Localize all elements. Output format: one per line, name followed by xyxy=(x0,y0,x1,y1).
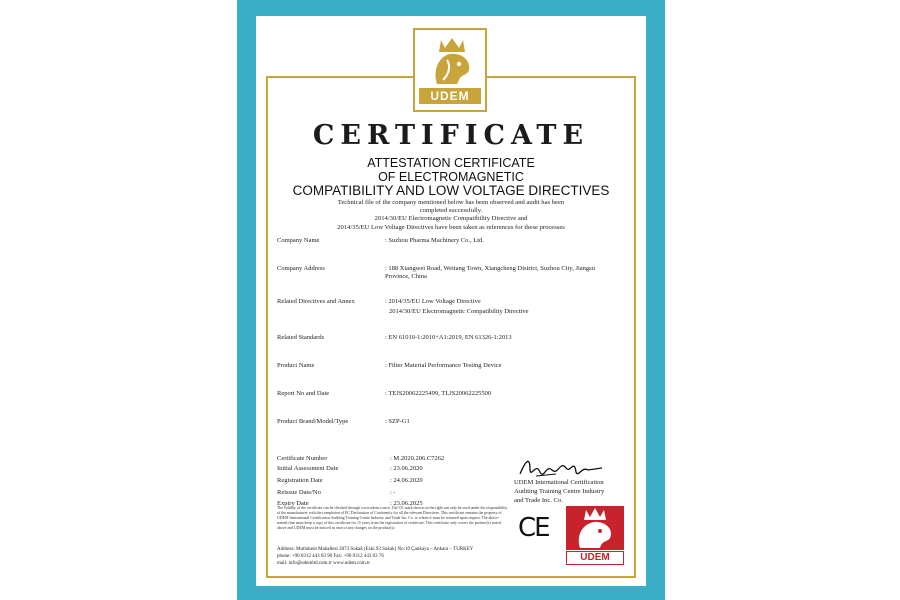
field-value: : SZP-G1 xyxy=(385,418,410,425)
field-label: Related Directives and Annex xyxy=(277,298,355,305)
field-value-2: 2014/30/EU Electromagnetic Compatibility Directive xyxy=(389,308,529,315)
intro-line: Technical file of the company mentioned below has been observed and audit has been xyxy=(337,199,565,206)
subtitle-line: COMPATIBILITY AND LOW VOLTAGE DIRECTIVES xyxy=(292,183,610,198)
lion-crown-icon xyxy=(427,36,477,86)
issuer-block xyxy=(514,478,626,505)
udem-logo xyxy=(413,28,487,112)
intro-text xyxy=(266,199,636,232)
field-label: Product Brand/Model/Type xyxy=(277,418,349,425)
certificate-subtitle xyxy=(266,156,636,198)
issuer-line: Auditing Training Centre Industry xyxy=(514,488,605,495)
footer-line: phone: +90 0312 443 03 90 Fax: +90 0312 443 03 76 xyxy=(277,554,384,559)
field-value: : Filter Material Performance Testing Device xyxy=(385,362,502,369)
footer-line: mail: info@udemltd.com.tr www.udem.com.tr xyxy=(277,561,371,566)
field-label: Report No and Date xyxy=(277,390,330,397)
subtitle-line: ATTESTATION CERTIFICATE xyxy=(367,156,535,170)
intro-line: 2014/35/EU Low Voltage Directives have been taken as references for these processes xyxy=(337,223,565,231)
footer-line: Address: Mutlukent Mahallesi 2073 Sokak (Eski 93 Sokak) No:10 Çankaya – Ankara – TURKEY xyxy=(277,547,474,552)
logo-ribbon-text: UDEM xyxy=(419,88,481,104)
intro-line: completed successfully. xyxy=(419,207,483,215)
field-label: Company Name xyxy=(277,237,320,244)
subtitle-line: OF ELECTROMAGNETIC xyxy=(378,170,524,184)
fine-print: The validity of the certificate can be checked through www.udem.com.tr. The CE mark shown on the right can only be used under the responsibility of the manufacturer with the completion of EC Declaration of Conformity for all the relevant Directives. This certificate remains the property of UDEM International Certification Auditing Training Centre Industry and Trade Inc. Co. to whom it must be returned upon request. The above-named firm must keep a copy of this certificate for 15 years from the registration of certificate. This certificate only covers the product(s) stated above and UDEM must be noticed in case of any changes on the product(s). xyxy=(277,506,508,530)
field-label: Company Address xyxy=(277,265,325,272)
field-value: : EN 61010-1:2010+A1:2019, EN 61326-1:2013 xyxy=(385,334,512,341)
ce-mark-icon: CE xyxy=(518,513,549,543)
field-value: : Suzhou Pharma Machinery Co., Ltd. xyxy=(385,237,484,244)
field-label: Product Name xyxy=(277,362,315,369)
field-value: : TEJS20062225499, TLJS20062225500 xyxy=(385,390,492,397)
cert-label: Registration Date xyxy=(277,477,323,484)
cert-label: Initial Assessment Date xyxy=(277,465,339,472)
field-value: : 2014/35/EU Low Voltage Directive xyxy=(385,298,481,305)
intro-line: 2014/30/EU Electromagnetic Compatibility Directive and xyxy=(374,215,528,223)
udem-red-logo xyxy=(566,506,624,566)
issuer-line: UDEM International Certification xyxy=(514,479,604,486)
field-label: Related Standards xyxy=(277,334,325,341)
cert-value: : 24.06.2020 xyxy=(390,477,423,484)
red-lion-crown-icon xyxy=(566,506,624,550)
cert-value: : - xyxy=(390,489,396,496)
certificate-title: CERTIFICATE xyxy=(312,120,590,151)
cert-value: : 23.06.2025 xyxy=(390,500,423,507)
footer-contact xyxy=(277,546,517,567)
cert-label: Certificate Number xyxy=(277,455,328,462)
cert-value: : M.2020.206.C7262 xyxy=(390,455,445,462)
cert-label: Reissue Date/No xyxy=(277,489,321,496)
cert-label: Expiry Date xyxy=(277,500,309,507)
issuer-line: and Trade Inc. Co. xyxy=(514,497,563,504)
field-value: : 188 Xiangwei Road, Weitang Town, Xiangcheng District, Suzhou City, Jiangsu Province, China xyxy=(385,265,595,280)
red-logo-text: UDEM xyxy=(566,551,624,565)
cert-value: : 23.06.2020 xyxy=(390,465,423,472)
